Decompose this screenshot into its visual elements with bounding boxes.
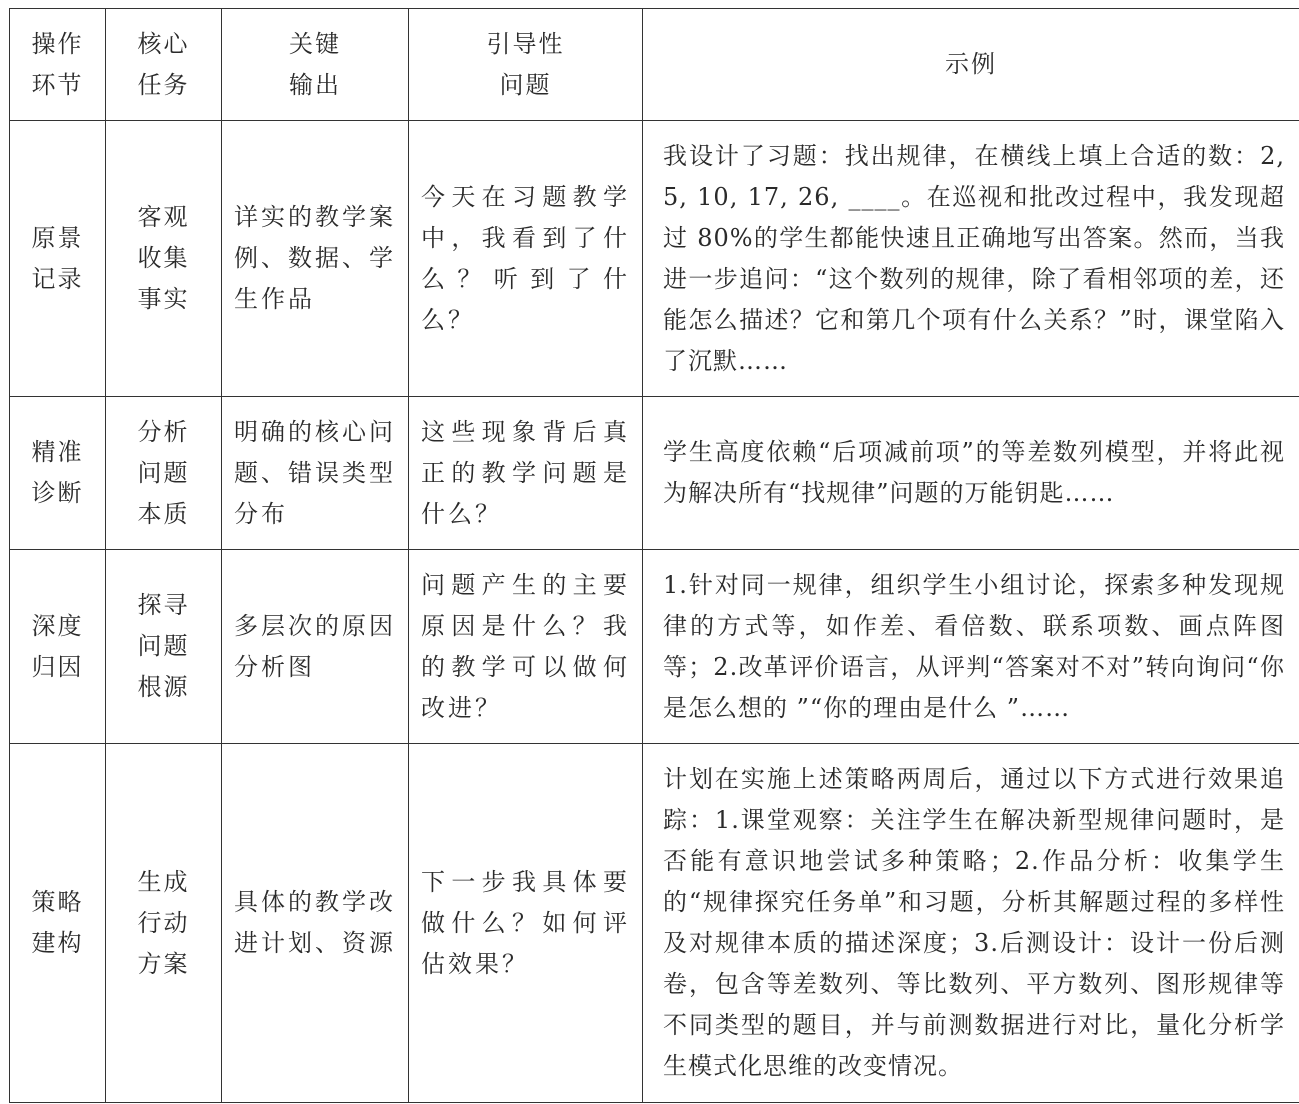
- task-cell: [106, 121, 222, 397]
- question-cell: [409, 744, 643, 1103]
- example-text: 我设计了习题：找出规律，在横线上填上合适的数：2, 5, 10, 17, 26, ____。在巡视和批改过程中，我发现超过 80%的学生都能快速且正确地写出答案。然而，当我进一步追问：“这个数列的规律，除了看相邻项的差，还能怎么描述？它和第几个项有什么关系？”时，课堂陷入了沉默……: [663, 141, 1285, 375]
- task-text: 方案: [137, 949, 190, 978]
- question-text: 今天在习题教学中，我看到了什么？听到了什么？: [421, 182, 630, 334]
- stage-cell: [10, 121, 106, 397]
- question-cell: [409, 121, 643, 397]
- stage-text: 深度: [31, 611, 84, 640]
- stage-text: 归因: [31, 652, 84, 681]
- header-text: 示例: [945, 50, 997, 78]
- task-cell: [106, 744, 222, 1103]
- question-text: 问题产生的主要原因是什么？我的教学可以做何改进？: [421, 570, 630, 722]
- task-text: 问题: [137, 632, 190, 660]
- task-text: 问题: [137, 458, 190, 487]
- stage-cell: [10, 744, 106, 1103]
- example-text: 1.针对同一规律，组织学生小组讨论，探索多种发现规律的方式等，如作差、看倍数、联系项数、画点阵图等；2.改革评价语言，从评判“答案对不对”转向询问“你是怎么想的 ”“你的理由是什么 ”……: [663, 570, 1285, 722]
- header-text: 引导性: [486, 29, 565, 58]
- table-row: [10, 550, 1299, 744]
- example-cell: [643, 121, 1299, 397]
- output-text: 具体的教学改进计划、资源: [234, 888, 396, 957]
- table-row: [10, 397, 1299, 550]
- header-text: 输出: [289, 70, 341, 99]
- task-text: 生成: [137, 867, 190, 896]
- example-cell: [643, 397, 1299, 550]
- stage-text: 原景: [31, 223, 84, 252]
- output-text: 明确的核心问题、错误类型分布: [234, 417, 396, 528]
- reflection-table: [9, 8, 1299, 1103]
- header-row: [10, 9, 1299, 121]
- header-text: 核心: [137, 29, 190, 58]
- stage-cell: [10, 397, 106, 550]
- header-cell-task: [106, 9, 222, 121]
- example-text: 学生高度依赖“后项减前项”的等差数列模型，并将此视为解决所有“找规律”问题的万能钥匙……: [663, 438, 1285, 507]
- task-text: 本质: [137, 499, 190, 528]
- task-text: 行动: [137, 908, 190, 937]
- header-cell-example: [643, 9, 1299, 121]
- task-cell: [106, 397, 222, 550]
- header-cell-question: [409, 9, 643, 121]
- table-row: [10, 121, 1299, 397]
- header-text: 任务: [137, 70, 190, 99]
- header-text: 关键: [289, 29, 341, 58]
- header-text: 问题: [499, 70, 552, 99]
- output-text: 详实的教学案例、数据、学生作品: [234, 203, 396, 313]
- header-text: 环节: [31, 70, 84, 99]
- output-text: 多层次的原因分析图: [234, 611, 396, 681]
- task-text: 收集: [137, 244, 190, 272]
- task-cell: [106, 550, 222, 744]
- output-cell: [222, 550, 409, 744]
- task-text: 探寻: [137, 591, 190, 619]
- task-text: 分析: [137, 417, 190, 446]
- stage-text: 精准: [31, 438, 84, 466]
- stage-text: 建构: [31, 929, 84, 957]
- output-cell: [222, 121, 409, 397]
- header-cell-stage: [10, 9, 106, 121]
- example-cell: [643, 550, 1299, 744]
- question-text: 这些现象背后真正的教学问题是什么？: [421, 417, 630, 528]
- output-cell: [222, 744, 409, 1103]
- header-cell-output: [222, 9, 409, 121]
- question-text: 下一步我具体要做什么？如何评估效果？: [421, 867, 630, 978]
- question-cell: [409, 397, 643, 550]
- stage-text: 记录: [31, 264, 84, 293]
- task-text: 事实: [137, 285, 190, 313]
- task-text: 客观: [137, 203, 190, 231]
- table-row: [10, 744, 1299, 1103]
- header-text: 操作: [31, 29, 84, 58]
- example-cell: [643, 744, 1299, 1103]
- output-cell: [222, 397, 409, 550]
- stage-text: 诊断: [31, 479, 84, 507]
- question-cell: [409, 550, 643, 744]
- task-text: 根源: [137, 673, 190, 701]
- stage-text: 策略: [31, 888, 84, 916]
- example-text: 计划在实施上述策略两周后，通过以下方式进行效果追踪：1.课堂观察：关注学生在解决新型规律问题时，是否能有意识地尝试多种策略；2.作品分析：收集学生的“规律探究任务单”和习题，分析其解题过程的多样性及对规律本质的描述深度；3.后测设计：设计一份后测卷，包含等差数列、等比数列、平方数列、图形规律等不同类型的题目，并与前测数据进行对比，量化分析学生模式化思维的改变情况。: [663, 765, 1285, 1080]
- stage-cell: [10, 550, 106, 744]
